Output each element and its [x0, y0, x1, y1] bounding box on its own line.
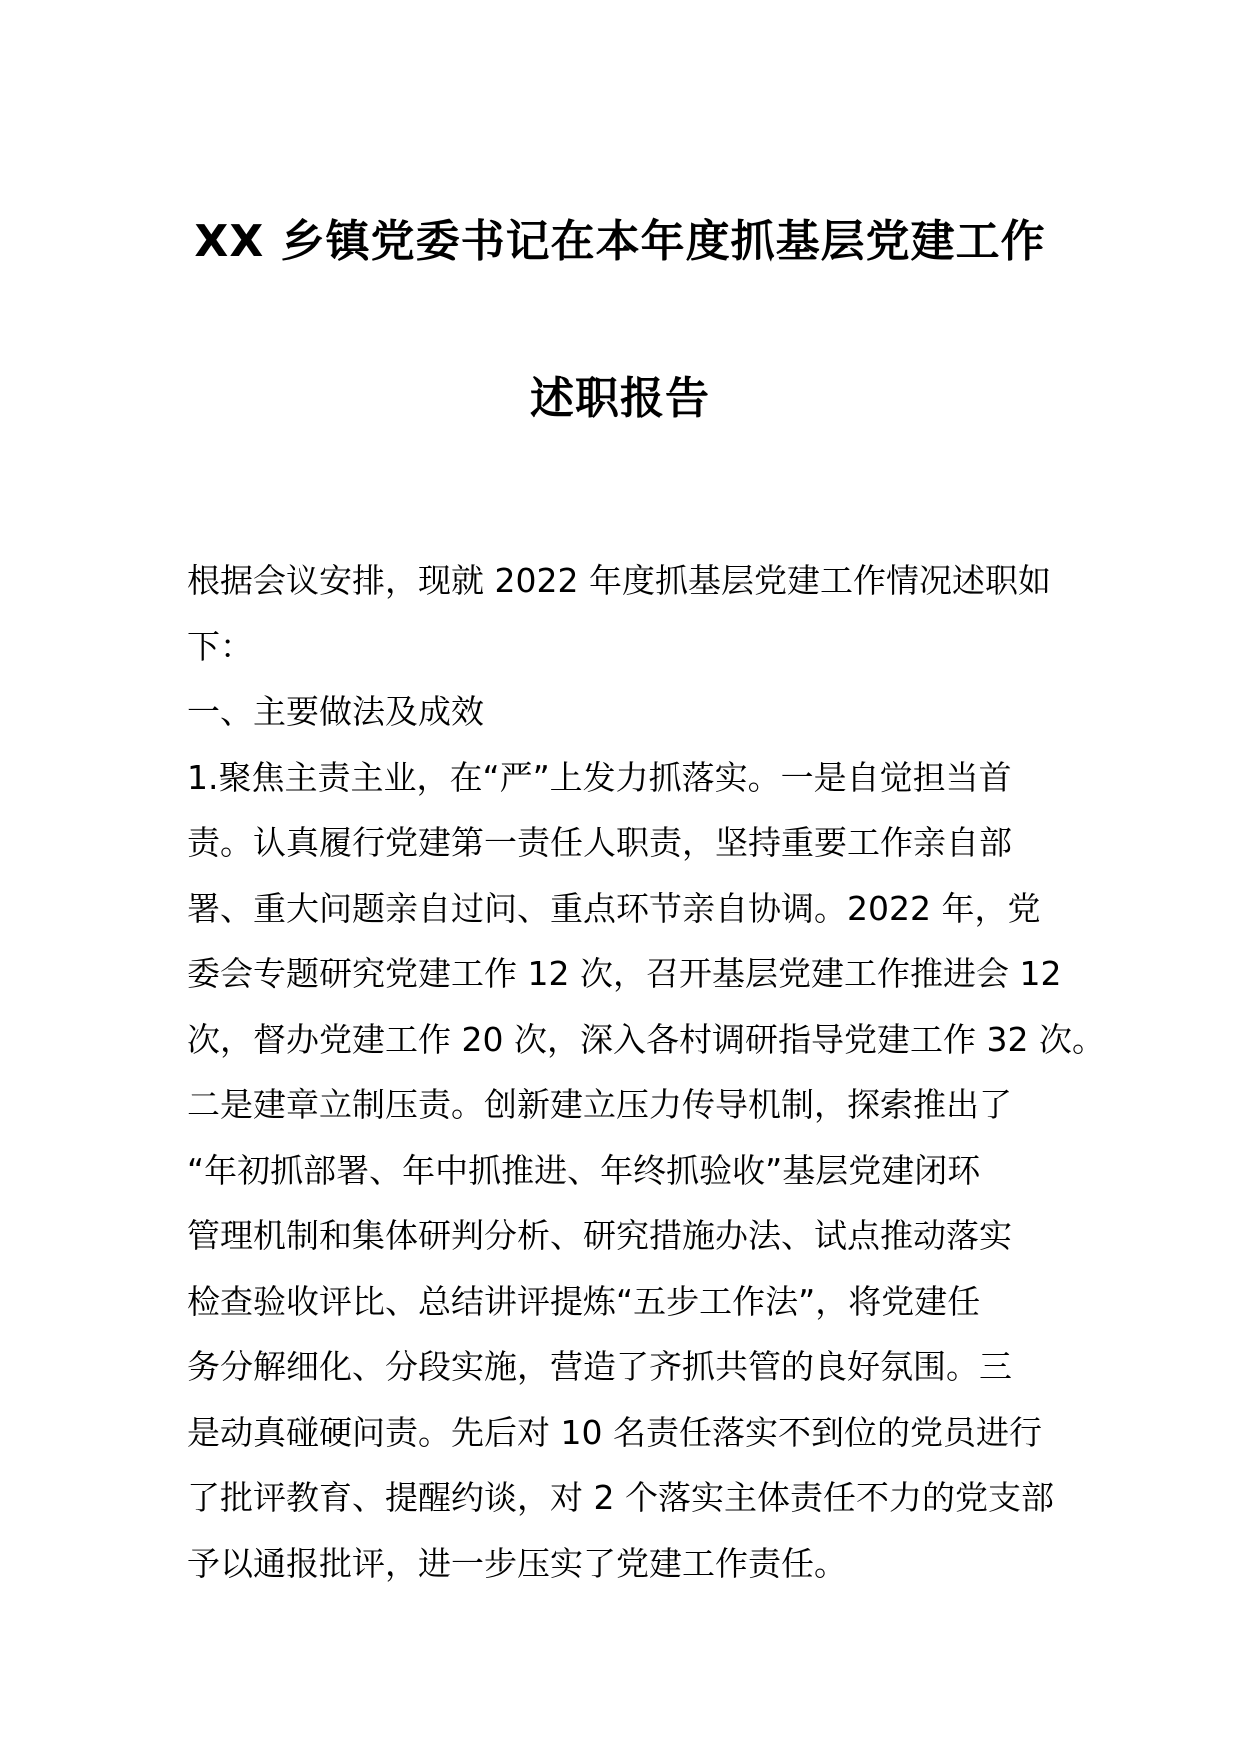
- body-line: 根据会议安排，现就 2022 年度抓基层党建工作情况述职如: [187, 561, 1051, 600]
- body-line: 务分解细化、分段实施，营造了齐抓共管的良好氛围。三: [187, 1347, 1012, 1386]
- body-line: 是动真碰硬问责。先后对 10 名责任落实不到位的党员进行: [187, 1412, 1042, 1452]
- body-line: 下：: [187, 626, 253, 666]
- body-line: 1.聚焦主责主业，在“严”上发力抓落实。一是自觉担当首: [187, 757, 1012, 797]
- body-line: 署、重大问题亲自过问、重点环节亲自协调。2022 年，党: [187, 888, 1041, 928]
- document-title-line-1: XX 乡镇党委书记在本年度抓基层党建工作: [194, 216, 1046, 267]
- body-line: 检查验收评比、总结讲评提炼“五步工作法”，将党建任: [187, 1281, 981, 1321]
- section-heading: 一、主要做法及成效: [187, 692, 484, 731]
- body-line: 二是建章立制压责。创新建立压力传导机制，探索推出了: [187, 1085, 1012, 1124]
- body-line: 予以通报批评，进一步压实了党建工作责任。: [187, 1543, 847, 1583]
- document-body: [187, 548, 1105, 1596]
- body-line: 管理机制和集体研判分析、研究措施办法、试点推动落实: [187, 1216, 1012, 1255]
- body-line: “年初抓部署、年中抓推进、年终抓验收”基层党建闭环: [187, 1150, 981, 1190]
- body-line: 了批评教育、提醒约谈，对 2 个落实主体责任不力的党支部: [187, 1478, 1054, 1517]
- body-line: 委会专题研究党建工作 12 次，召开基层党建工作推进会 12: [187, 954, 1062, 993]
- document-title-line-2: 述职报告: [530, 373, 710, 424]
- body-line: 责。认真履行党建第一责任人职责，坚持重要工作亲自部: [187, 823, 1012, 862]
- body-line: 次，督办党建工作 20 次，深入各村调研指导党建工作 32 次。: [187, 1019, 1105, 1059]
